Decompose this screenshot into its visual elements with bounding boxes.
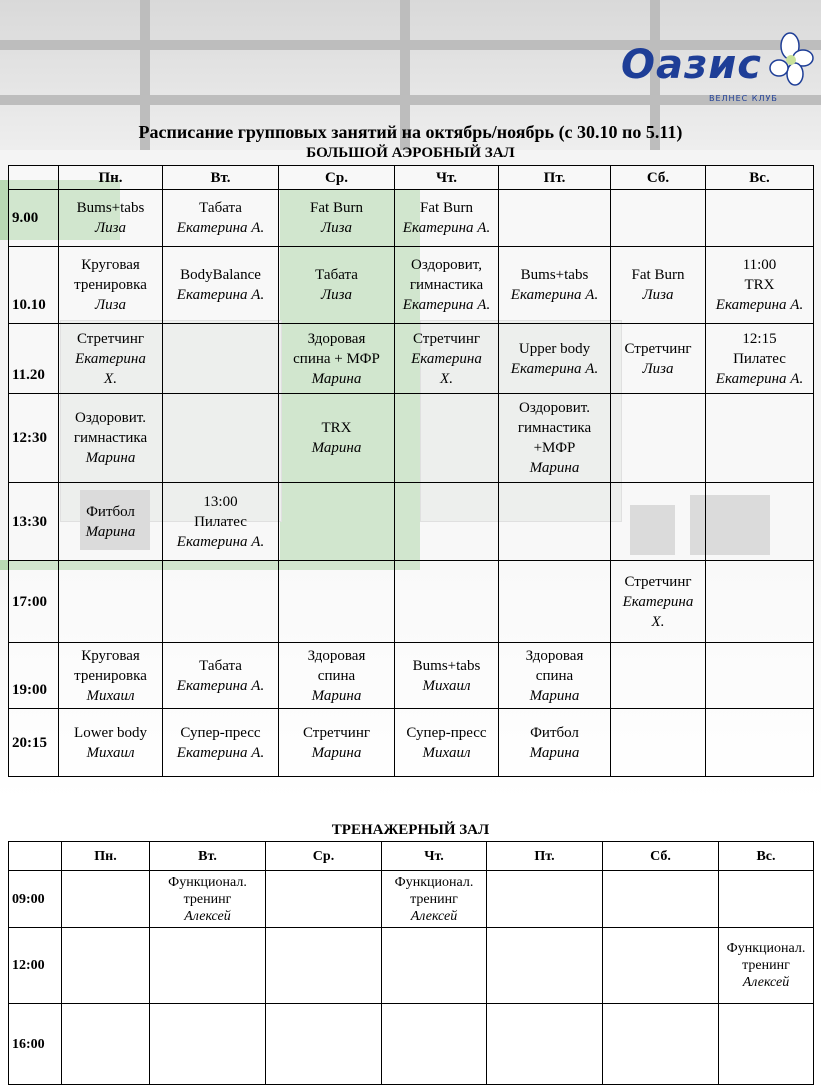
time-cell: 16:00 xyxy=(9,1004,62,1085)
class-cell xyxy=(163,394,279,483)
trainer-name: Алексей xyxy=(410,908,458,924)
class-cell xyxy=(163,324,279,394)
day-header: Вс. xyxy=(706,166,814,190)
class-cell xyxy=(163,561,279,643)
class-name: Оздоровит, xyxy=(411,257,482,273)
class-cell xyxy=(150,928,266,1004)
class-cell xyxy=(603,928,719,1004)
time-cell: 12:00 xyxy=(9,928,62,1004)
time-cell: 9.00 xyxy=(9,190,59,247)
class-name: Fat Burn xyxy=(631,267,685,283)
class-cell xyxy=(706,709,814,777)
class-name: тренинг xyxy=(183,891,232,907)
trainer-name: Лиза xyxy=(94,297,126,313)
logo-subtitle: ВЕЛНЕС КЛУБ xyxy=(709,94,778,103)
class-cell xyxy=(395,394,499,483)
trainer-name: Екатерина xyxy=(75,350,146,367)
class-cell xyxy=(59,561,163,643)
class-cell xyxy=(487,871,603,928)
class-name: Круговая xyxy=(81,647,140,664)
class-name: Fat Burn xyxy=(420,200,473,216)
day-header: Чт. xyxy=(395,166,499,190)
class-name: Фитбол xyxy=(86,503,135,520)
schedule-row xyxy=(9,324,814,394)
class-name: 13:00 xyxy=(203,493,238,510)
day-header: Вс. xyxy=(719,842,814,871)
class-cell xyxy=(163,483,279,561)
trainer-name: Екатерина А. xyxy=(510,360,599,377)
class-name: Lower body xyxy=(74,724,147,741)
class-cell xyxy=(487,928,603,1004)
page-title: Расписание групповых занятий на октябрь/ноябрь (с 30.10 по 5.11) xyxy=(138,122,683,142)
trainer-name: Марина xyxy=(311,440,362,456)
day-header: Вт. xyxy=(163,166,279,190)
class-cell xyxy=(279,483,395,561)
class-cell xyxy=(611,247,706,324)
class-name: Здоровая xyxy=(307,647,366,664)
class-cell xyxy=(395,324,499,394)
class-cell xyxy=(603,871,719,928)
trainer-name: Лиза xyxy=(320,287,352,303)
class-cell xyxy=(382,1004,487,1085)
schedule-row xyxy=(9,643,814,709)
class-cell xyxy=(59,247,163,324)
class-name: 12:15 xyxy=(742,330,777,347)
trainer-name: Екатерина xyxy=(622,593,694,610)
trainer-name: Михаил xyxy=(422,677,471,694)
trainer-name: Екатерина А. xyxy=(176,220,265,236)
class-name: Bums+tabs xyxy=(76,200,145,216)
trainer-name: Екатерина xyxy=(411,350,482,367)
trainer-name: Марина xyxy=(311,687,362,704)
class-cell xyxy=(395,709,499,777)
class-name: Bums+tabs xyxy=(412,657,481,674)
class-cell xyxy=(499,709,611,777)
class-name: Пилатес xyxy=(194,513,247,530)
class-name: Оздоровит. xyxy=(519,400,590,416)
class-cell xyxy=(499,190,611,247)
class-name: Супер-пресс xyxy=(180,724,261,741)
schedule-row xyxy=(9,561,814,643)
schedule-row xyxy=(9,871,814,928)
class-cell xyxy=(163,709,279,777)
class-cell xyxy=(59,643,163,709)
class-name: Пилатес xyxy=(733,350,786,367)
class-cell xyxy=(266,1004,382,1085)
class-name: спина + МФР xyxy=(293,350,380,367)
hall2-title: ТРЕНАЖЕРНЫЙ ЗАЛ xyxy=(331,822,490,838)
class-cell xyxy=(499,394,611,483)
schedule-row xyxy=(9,1004,814,1085)
class-cell xyxy=(706,561,814,643)
header-row xyxy=(9,166,814,190)
class-cell xyxy=(59,394,163,483)
class-cell xyxy=(487,1004,603,1085)
trainer-name: Марина xyxy=(311,370,362,387)
class-cell xyxy=(279,709,395,777)
class-cell xyxy=(279,394,395,483)
day-header: Сб. xyxy=(611,166,706,190)
time-cell: 13:30 xyxy=(9,483,59,561)
trainer-name: Лиза xyxy=(320,220,352,236)
class-name: Стретчинг xyxy=(412,330,480,347)
class-name: BodyBalance xyxy=(180,267,261,283)
class-name: Здоровая xyxy=(307,330,366,347)
class-name: Fat Burn xyxy=(310,200,363,216)
class-name: гимнастика xyxy=(409,277,484,293)
class-cell xyxy=(395,483,499,561)
class-cell xyxy=(62,928,150,1004)
logo-wordmark: Оазис xyxy=(621,42,762,88)
class-cell xyxy=(382,871,487,928)
class-cell xyxy=(611,324,706,394)
hall1-schedule-table xyxy=(8,165,814,777)
class-name: Функционал. xyxy=(394,874,474,890)
time-cell: 12:30 xyxy=(9,394,59,483)
schedule-row xyxy=(9,247,814,324)
class-cell xyxy=(499,483,611,561)
class-name: +МФР xyxy=(533,440,576,456)
class-name: тренинг xyxy=(410,891,458,907)
trainer-name: Марина xyxy=(85,450,136,466)
class-name: Табата xyxy=(199,657,242,674)
trainer-name: Марина xyxy=(529,460,580,476)
class-cell xyxy=(706,394,814,483)
trainer-name: Алексей xyxy=(184,908,231,924)
class-name: Табата xyxy=(199,200,242,216)
class-cell xyxy=(163,190,279,247)
trainer-name: Марина xyxy=(311,744,362,761)
class-name: TRX xyxy=(321,420,352,436)
class-cell xyxy=(59,324,163,394)
class-cell xyxy=(499,247,611,324)
class-name: гимнастика xyxy=(517,420,592,436)
flower-icon xyxy=(765,32,815,92)
class-cell xyxy=(279,247,395,324)
class-cell xyxy=(163,643,279,709)
class-name: TRX xyxy=(744,277,775,293)
trainer-name: Марина xyxy=(529,687,580,704)
class-name: Стретчинг xyxy=(302,724,370,741)
trainer-name: Екатерина А. xyxy=(176,287,265,303)
class-name: спина xyxy=(317,667,356,684)
class-cell xyxy=(150,871,266,928)
class-name: тренировка xyxy=(74,667,147,684)
class-cell xyxy=(266,871,382,928)
class-name: тренинг xyxy=(742,958,790,973)
class-cell xyxy=(706,324,814,394)
time-cell: 19:00 xyxy=(9,643,59,709)
day-header: Пн. xyxy=(62,842,150,871)
trainer-name: Марина xyxy=(85,523,136,540)
class-cell xyxy=(395,643,499,709)
class-cell xyxy=(719,871,814,928)
class-cell xyxy=(62,1004,150,1085)
class-cell xyxy=(706,643,814,709)
trainer-name: Х. xyxy=(440,370,453,387)
class-name: Супер-пресс xyxy=(406,724,487,741)
corner-cell xyxy=(9,166,59,190)
class-cell xyxy=(611,483,706,561)
class-cell xyxy=(382,928,487,1004)
trainer-name: Екатерина А. xyxy=(402,220,491,236)
class-name: Здоровая xyxy=(525,647,584,664)
trainer-name: Лиза xyxy=(642,287,674,303)
class-cell xyxy=(59,483,163,561)
day-header: Чт. xyxy=(382,842,487,871)
time-cell: 09:00 xyxy=(9,871,62,928)
hall1-title: БОЛЬШОЙ АЭРОБНЫЙ ЗАЛ xyxy=(306,145,515,161)
time-cell: 17:00 xyxy=(9,561,59,643)
class-name: 11:00 xyxy=(742,257,777,273)
trainer-name: Х. xyxy=(104,370,117,387)
schedule-row xyxy=(9,928,814,1004)
time-cell: 10.10 xyxy=(9,247,59,324)
trainer-name: Х. xyxy=(651,613,665,630)
class-cell xyxy=(719,1004,814,1085)
trainer-name: Екатерина А. xyxy=(715,370,804,387)
schedule-row xyxy=(9,190,814,247)
trainer-name: Екатерина А. xyxy=(176,744,265,761)
day-header: Вт. xyxy=(150,842,266,871)
trainer-name: Екатерина А. xyxy=(176,533,265,550)
class-cell xyxy=(150,1004,266,1085)
class-cell xyxy=(499,561,611,643)
class-name: Стретчинг xyxy=(76,330,144,347)
class-cell xyxy=(266,928,382,1004)
class-cell xyxy=(163,247,279,324)
class-cell xyxy=(611,190,706,247)
day-header: Ср. xyxy=(279,166,395,190)
trainer-name: Михаил xyxy=(86,744,135,761)
class-cell xyxy=(611,709,706,777)
class-cell xyxy=(59,709,163,777)
class-cell xyxy=(499,324,611,394)
class-name: Табата xyxy=(315,267,358,283)
day-header: Пт. xyxy=(499,166,611,190)
class-name: Стретчинг xyxy=(624,573,692,590)
schedule-row xyxy=(9,394,814,483)
class-name: Функционал. xyxy=(726,941,806,956)
class-name: Оздоровит. xyxy=(75,410,146,426)
class-cell xyxy=(279,190,395,247)
trainer-name: Лиза xyxy=(94,220,126,236)
trainer-name: Марина xyxy=(529,744,580,761)
trainer-name: Михаил xyxy=(86,687,135,704)
class-cell xyxy=(706,247,814,324)
class-cell xyxy=(395,190,499,247)
schedule-row xyxy=(9,483,814,561)
class-cell xyxy=(611,561,706,643)
header-row xyxy=(9,842,814,871)
class-cell xyxy=(706,190,814,247)
schedule-row xyxy=(9,709,814,777)
class-cell xyxy=(62,871,150,928)
trainer-name: Екатерина А. xyxy=(715,297,804,313)
class-cell xyxy=(279,324,395,394)
class-name: Bums+tabs xyxy=(520,267,589,283)
hall2-schedule-table xyxy=(8,841,814,1085)
corner-cell xyxy=(9,842,62,871)
trainer-name: Екатерина А. xyxy=(510,287,599,303)
trainer-name: Алексей xyxy=(742,975,790,990)
day-header: Пн. xyxy=(59,166,163,190)
class-cell xyxy=(395,247,499,324)
class-cell xyxy=(59,190,163,247)
class-cell xyxy=(499,643,611,709)
class-name: гимнастика xyxy=(73,430,148,446)
class-cell xyxy=(279,561,395,643)
day-header: Сб. xyxy=(603,842,719,871)
class-name: Круговая xyxy=(81,257,140,273)
class-cell xyxy=(719,928,814,1004)
class-cell xyxy=(611,643,706,709)
trainer-name: Михаил xyxy=(422,744,471,761)
day-header: Ср. xyxy=(266,842,382,871)
class-name: Фитбол xyxy=(530,724,579,741)
trainer-name: Екатерина А. xyxy=(402,297,491,313)
class-cell xyxy=(395,561,499,643)
class-cell xyxy=(611,394,706,483)
class-cell xyxy=(279,643,395,709)
day-header: Пт. xyxy=(487,842,603,871)
class-cell xyxy=(706,483,814,561)
class-name: тренировка xyxy=(74,277,147,293)
class-name: Upper body xyxy=(518,340,591,357)
trainer-name: Екатерина А. xyxy=(176,677,265,694)
club-logo xyxy=(617,32,817,112)
time-cell: 20:15 xyxy=(9,709,59,777)
trainer-name: Лиза xyxy=(642,360,674,377)
time-cell: 11.20 xyxy=(9,324,59,394)
class-cell xyxy=(603,1004,719,1085)
class-name: Функционал. xyxy=(168,874,247,890)
class-name: спина xyxy=(535,667,574,684)
class-name: Стретчинг xyxy=(624,340,692,357)
